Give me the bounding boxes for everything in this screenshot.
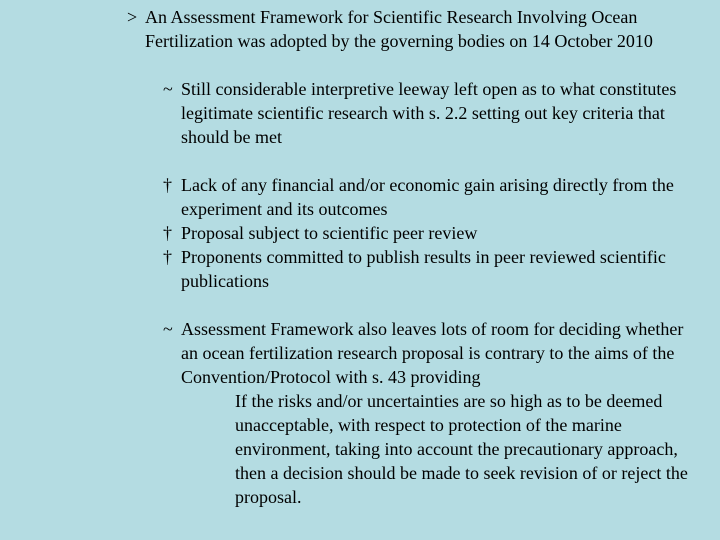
sub-bullet-marker: ~ xyxy=(163,319,173,339)
criteria-text: Proponents committed to publish results in peer reviewed scientific publications xyxy=(181,247,666,291)
criteria-item-financial-gain xyxy=(163,173,708,221)
criteria-marker: † xyxy=(163,175,172,195)
bullet-text: An Assessment Framework for Scientific Research Involving Ocean Fertilization was adopted by the governing bodies on 14 October 2010 xyxy=(145,7,653,51)
sub-bullet-marker: ~ xyxy=(163,79,173,99)
sub-bullet-room-for-deciding xyxy=(163,317,703,389)
sub-bullet-text: Still considerable interpretive leeway left open as to what constitutes legitimate scientific research with s. 2.2 setting out key criteria that should be met xyxy=(181,79,677,147)
bullet-marker: > xyxy=(127,7,138,27)
quote-section-43: If the risks and/or uncertainties are so high as to be deemed unacceptable, with respect to protection of the marine environment, taking into account the precautionary approach, then a decision should be made to seek revision of or reject the proposal. xyxy=(235,391,688,507)
sub-bullet-text: Assessment Framework also leaves lots of room for deciding whether an ocean fertilization research proposal is contrary to the aims of the Convention/Protocol with s. 43 providing xyxy=(181,319,684,387)
criteria-item-peer-review xyxy=(163,221,708,245)
criteria-marker: † xyxy=(163,223,172,243)
sub-bullet-interpretive-leeway xyxy=(163,77,703,149)
criteria-text: Lack of any financial and/or economic gain arising directly from the experiment and its outcomes xyxy=(181,175,674,219)
criteria-item-publish-results xyxy=(163,245,708,293)
bullet-item-assessment-framework xyxy=(127,5,707,53)
criteria-text: Proposal subject to scientific peer review xyxy=(181,223,478,243)
criteria-marker: † xyxy=(163,247,172,267)
